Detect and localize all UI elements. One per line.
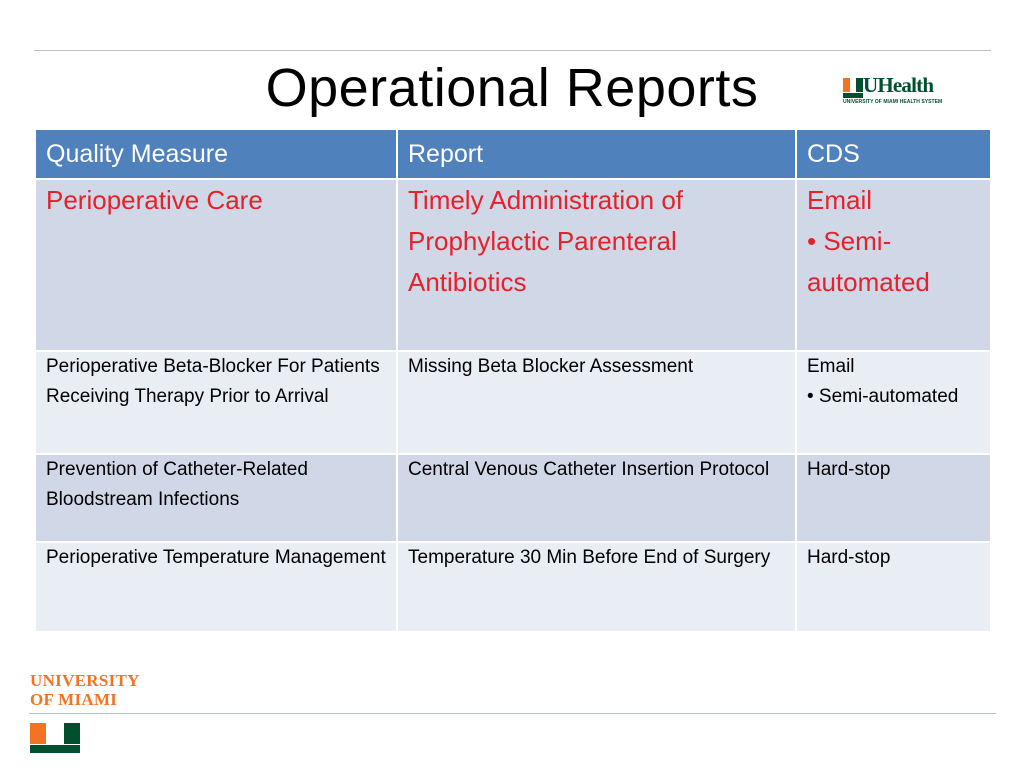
header-report: Report	[397, 129, 796, 179]
cell-report: Missing Beta Blocker Assessment	[397, 351, 796, 454]
operational-reports-table	[34, 128, 992, 633]
cell-measure: Perioperative Temperature Management	[35, 542, 397, 632]
cell-measure: Perioperative Care	[35, 179, 397, 351]
header-cds: CDS	[796, 129, 991, 179]
cds-main: Email	[807, 356, 855, 377]
wordmark-line-1: UNIVERSITY	[30, 671, 140, 690]
uhealth-logo	[843, 73, 943, 110]
uhealth-subtitle: UNIVERSITY OF MIAMI HEALTH SYSTEM	[843, 99, 943, 105]
cds-bullet: • Semi-automated	[807, 386, 959, 407]
cell-report: Timely Administration of Prophylactic Parenteral Antibiotics	[397, 179, 796, 351]
u-logo-icon	[843, 78, 863, 98]
wordmark-line-2: OF MIAMI	[30, 690, 118, 709]
header-quality-measure: Quality Measure	[35, 129, 397, 179]
cell-measure: Perioperative Beta-Blocker For Patients Receiving Therapy Prior to Arrival	[35, 351, 397, 454]
table-row	[35, 351, 991, 454]
table-header-row	[35, 129, 991, 179]
table-row	[35, 179, 991, 351]
university-of-miami-wordmark	[30, 671, 140, 709]
cds-main: Email	[807, 185, 873, 215]
university-u-logo-icon	[30, 723, 80, 753]
uhealth-wordmark: UHealth	[863, 73, 934, 97]
cell-report: Temperature 30 Min Before End of Surgery	[397, 542, 796, 632]
cds-bullet: • Semi-automated	[807, 226, 930, 297]
cell-cds	[796, 179, 991, 351]
top-divider	[34, 50, 991, 51]
table-row	[35, 454, 991, 542]
cell-measure: Prevention of Catheter-Related Bloodstream Infections	[35, 454, 397, 542]
cell-cds: Hard-stop	[796, 542, 991, 632]
cell-cds	[796, 351, 991, 454]
slide-title: Operational Reports	[265, 58, 759, 118]
bottom-divider	[29, 713, 996, 714]
cell-cds: Hard-stop	[796, 454, 991, 542]
cell-report: Central Venous Catheter Insertion Protocol	[397, 454, 796, 542]
table-row	[35, 542, 991, 632]
